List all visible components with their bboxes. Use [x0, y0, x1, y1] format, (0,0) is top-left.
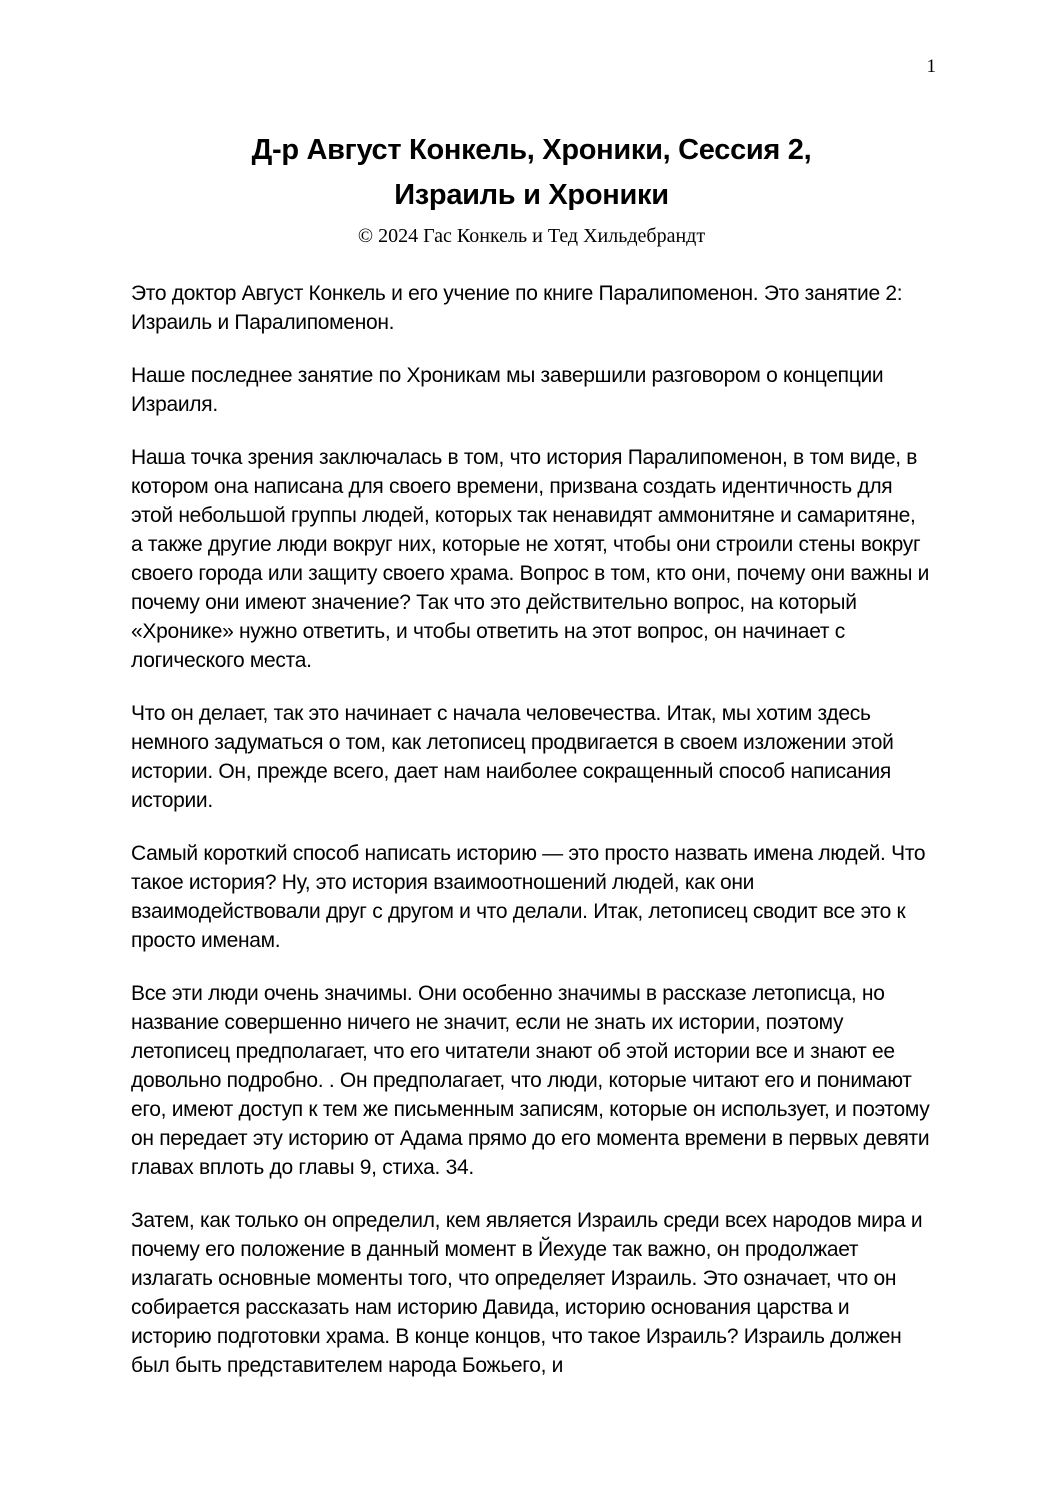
document-title — [131, 128, 932, 218]
page-number: 1 — [926, 56, 936, 77]
paragraph-1: Это доктор Август Конкель и его учение по книге Паралипоменон. Это занятие 2: Израиль и Паралипоменон. — [131, 282, 903, 334]
document-title-line-1: Д-р Август Конкель, Хроники, Сессия 2, — [251, 134, 812, 166]
copyright-line: © 2024 Гас Конкель и Тед Хильдебрандт — [357, 225, 706, 247]
paragraph-7: Затем, как только он определил, кем является Израиль среди всех народов мира и почему его положение в данный момент в Йехуде так важно, он продолжает излагать основные моменты того, что определяет Израиль. Это означает, что он собирается рассказать нам историю Давида, историю основания царства и историю подготовки храма. В конце концов, что такое Израиль? Израиль должен был быть представителем народа Божьего, и — [131, 1209, 923, 1377]
paragraph-3: Наша точка зрения заключалась в том, что история Паралипоменон, в том виде, в котором она написана для своего времени, призвана создать идентичность для этой небольшой группы людей, которых так ненавидят аммонитяне и самаритяне, а также другие люди вокруг них, которые не хотят, чтобы они строили стены вокруг своего города или защиту своего храма. Вопрос в том, кто они, почему они важны и почему они имеют значение? Так что это действительно вопрос, на который «Хронике» нужно ответить, и чтобы ответить на этот вопрос, он начинает с логического места. — [131, 446, 930, 672]
paragraph-6: Все эти люди очень значимы. Они особенно значимы в рассказе летописца, но название совершенно ничего не значит, если не знать их истории, поэтому летописец предполагает, что его читатели знают об этой истории все и знают ее довольно подробно. . Он предполагает, что люди, которые читают его и понимают его, имеют доступ к тем же письменным записям, которые он использует, и поэтому он передает эту историю от Адама прямо до его момента времени в первых девяти главах вплоть до главы 9, стиха. 34. — [131, 982, 930, 1179]
transcript-body — [131, 279, 932, 1380]
document-title-line-2: Израиль и Хроники — [394, 179, 669, 211]
paragraph-4: Что он делает, так это начинает с начала человечества. Итак, мы хотим здесь немного задуматься о том, как летописец продвигается в своем изложении этой истории. Он, прежде всего, дает нам наиболее сокращенный способ написания истории. — [131, 702, 894, 812]
paragraph-5: Самый короткий способ написать историю — это просто назвать имена людей. Что такое история? Ну, это история взаимоотношений людей, как они взаимодействовали друг с другом и что делали. Итак, летописец сводит все это к просто именам. — [131, 842, 926, 952]
paragraph-2: Наше последнее занятие по Хроникам мы завершили разговором о концепции Израиля. — [131, 364, 884, 416]
